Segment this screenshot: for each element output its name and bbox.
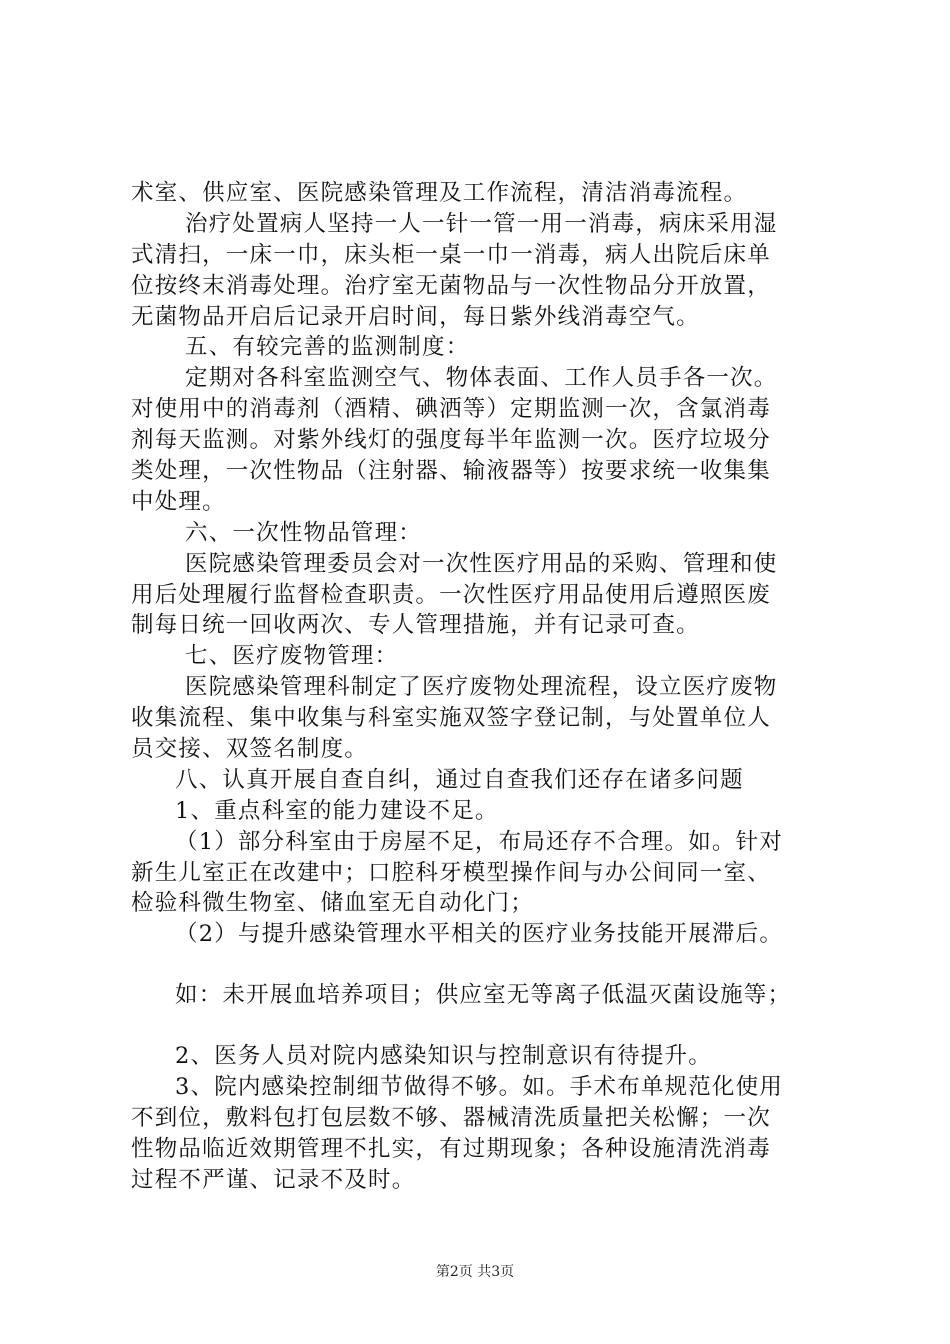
paragraph-start: 定期对各科室监测空气、物体表面、工作人员手各一次。: [185, 365, 778, 392]
text-line: 收集流程、集中收集与科室实施双签字登记制，与处置单位人: [131, 705, 771, 732]
text-line: 无菌物品开启后记录开启时间，每日紫外线消毒空气。: [131, 303, 700, 330]
paragraph-start: （2）与提升感染管理水平相关的医疗业务技能开展滞后。: [175, 921, 784, 948]
text-line: 类处理，一次性物品（注射器、输液器等）按要求统一收集集: [131, 458, 771, 485]
text-line: 检验科微生物室、储血室无自动化门；: [131, 890, 534, 917]
paragraph-start: （1）部分科室由于房屋不足，布局还存不合理。如。针对: [175, 828, 784, 855]
subheading-1: 1、重点科室的能力建设不足。: [175, 797, 499, 824]
paragraph-start: 治疗处置病人坚持一人一针一管一用一消毒，病床采用湿: [185, 210, 778, 237]
text-line: 制每日统一回收两次、专人管理措施，并有记录可查。: [131, 612, 700, 639]
section-heading-6: 六、一次性物品管理：: [185, 519, 423, 546]
blank-line: [131, 1011, 831, 1041]
text-line: 中处理。: [131, 488, 226, 515]
subheading-3: 3、院内感染控制细节做得不够。如。手术布单规范化使用: [175, 1074, 784, 1101]
text-line: 式清扫，一床一巾，床头柜一桌一巾一消毒，病人出院后床单: [131, 241, 771, 268]
blank-line: [131, 950, 831, 980]
section-heading-8: 八、认真开展自查自纠，通过自查我们还存在诸多问题: [175, 766, 744, 793]
page-number-footer: 第2页 共3页: [435, 1264, 515, 1280]
document-body: [131, 178, 831, 1196]
text-line: 术室、供应室、医院感染管理及工作流程，清洁消毒流程。: [131, 180, 748, 206]
text-line: 员交接、双签名制度。: [131, 736, 369, 763]
text-line: 过程不严谨、记录不及时。: [131, 1166, 416, 1193]
section-heading-7: 七、医疗废物管理：: [185, 643, 399, 670]
text-line: 新生儿室正在改建中；口腔科牙模型操作间与办公间同一室、: [131, 859, 771, 886]
text-line: 位按终末消毒处理。治疗室无菌物品与一次性物品分开放置，: [131, 272, 771, 299]
text-line: 不到位，敷料包打包层数不够、器械清洗质量把关松懈；一次: [131, 1104, 771, 1131]
text-line: 对使用中的消毒剂（酒精、碘洒等）定期监测一次，含氯消毒: [131, 396, 771, 423]
paragraph-start: 医院感染管理委员会对一次性医疗用品的采购、管理和使: [185, 550, 778, 577]
paragraph-start: 医院感染管理科制定了医疗废物处理流程，设立医疗废物: [185, 674, 778, 701]
paragraph-start: 如：未开展血培养项目；供应室无等离子低温灭菌设施等；: [175, 982, 792, 1009]
text-line: 性物品临近效期管理不扎实，有过期现象；各种设施清洗消毒: [131, 1135, 771, 1162]
subheading-2: 2、医务人员对院内感染知识与控制意识有待提升。: [175, 1043, 712, 1070]
text-line: 用后处理履行监督检查职责。一次性医疗用品使用后遵照医废: [131, 581, 771, 608]
text-line: 剂每天监测。对紫外线灯的强度每半年监测一次。医疗垃圾分: [131, 427, 771, 454]
section-heading-5: 五、有较完善的监测制度：: [185, 334, 470, 361]
